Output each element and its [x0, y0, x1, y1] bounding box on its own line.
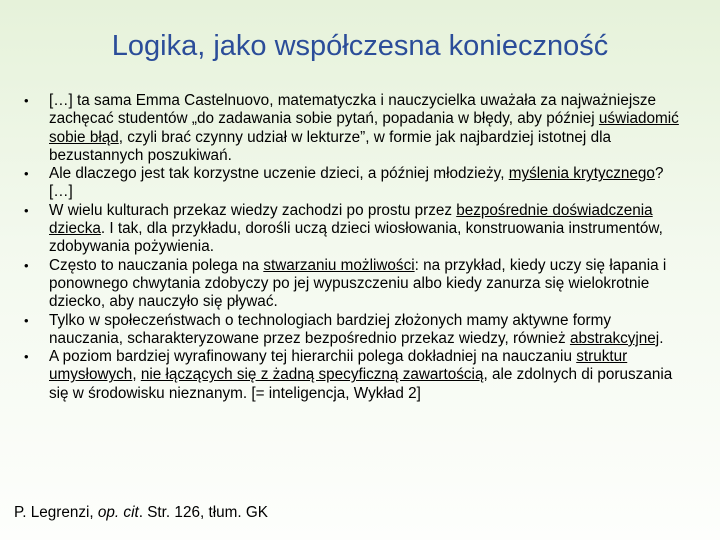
bullet-text: .	[659, 329, 664, 347]
underlined-phrase: bezpośrednie doświadczenia dziecka	[49, 201, 653, 238]
underlined-phrase: abstrakcyjnej	[569, 329, 660, 347]
bullet-text: Tylko w społeczeństwach o technologiach bardziej złożonych mamy aktywne formy nauczania, scharakteryzowane przez bezpośrednio przekaz wiedzy, również	[49, 311, 611, 347]
citation-footer	[14, 504, 268, 522]
bullet-text: , ale zdolnych di poruszania się w środowisku nieznanym. [= inteligencja, Wykład 2]	[49, 366, 673, 402]
underlined-phrase: uświadomić sobie błąd	[49, 110, 679, 146]
bullet-list	[18, 92, 688, 403]
bullet-dot-icon: •	[24, 312, 29, 328]
bullet-text: : na przykład, kiedy uczy się łapania i ponownego chwytania zdobyczy po jej wypuszczeniu albo kiedy zanurza się wielokrotnie dziecko, aby nauczyło się pływać.	[49, 256, 667, 311]
bullet-dot-icon: •	[24, 349, 29, 365]
underlined-phrase: myślenia krytycznego	[508, 165, 655, 183]
bullet-dot-icon: •	[24, 257, 29, 273]
bullet-item	[18, 312, 688, 349]
citation-author: P. Legrenzi,	[14, 504, 98, 521]
citation-op-cit: op. cit	[97, 504, 139, 521]
bullet-text: […] ta sama Emma Castelnuovo, matematyczka i nauczycielka uważała za najważniejsze zachęcać studentów „do zadawania sobie pytań, popadania w błędy, aby później	[49, 92, 657, 128]
bullet-text: Często to nauczania polega na	[49, 256, 264, 274]
bullet-text: ? […]	[49, 165, 664, 201]
bullet-text: A poziom bardziej wyrafinowany tej hierarchii polega dokładniej na nauczaniu	[49, 348, 577, 366]
underlined-phrase: nie łączących się z żadną specyficzną zawartością	[140, 366, 484, 384]
bullet-text: ,	[132, 366, 141, 384]
citation-rest: . Str. 126, tłum. GK	[138, 504, 268, 521]
bullet-item	[18, 257, 688, 312]
bullet-dot-icon: •	[24, 202, 29, 218]
bullet-text: W wielu kulturach przekaz wiedzy zachodzi po prostu przez	[49, 201, 457, 219]
bullet-item	[18, 165, 688, 202]
slide-title: Logika, jako współczesna konieczność	[111, 30, 609, 62]
bullet-item	[18, 348, 688, 403]
underlined-phrase: struktur umysłowych	[49, 348, 628, 384]
bullet-text: , czyli brać czynny udział w lekturze”, w formie jak najbardziej istotnej dla bezustannych poszukiwań.	[49, 128, 611, 164]
bullet-item	[18, 92, 688, 165]
bullet-dot-icon: •	[24, 93, 29, 108]
bullet-dot-icon: •	[24, 166, 29, 182]
underlined-phrase: stwarzaniu możliwości	[263, 256, 415, 274]
bullet-text: . I tak, dla przykładu, dorośli uczą dzieci wiosłowania, konstruowania instrumentów, zdobywania pożywienia.	[49, 220, 663, 256]
bullet-text: Ale dlaczego jest tak korzystne uczenie dzieci, a później młodzieży,	[49, 165, 509, 183]
bullet-item	[18, 202, 688, 257]
